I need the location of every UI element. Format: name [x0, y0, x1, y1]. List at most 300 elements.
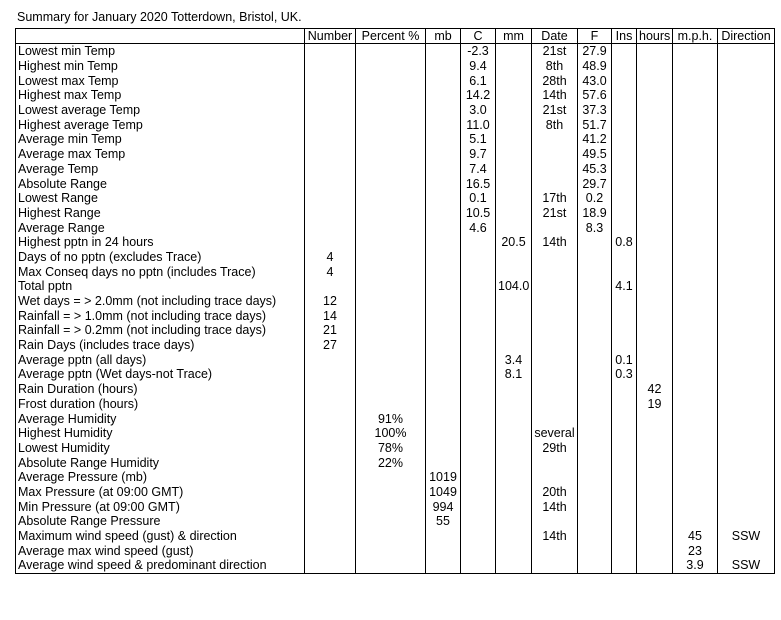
table-row: [16, 250, 775, 265]
table-cell: [673, 308, 718, 323]
table-cell: 18.9: [578, 206, 612, 221]
table-cell: [496, 147, 532, 162]
table-cell: [426, 323, 461, 338]
table-cell: [461, 250, 496, 265]
table-cell: [356, 220, 426, 235]
table-cell: [578, 294, 612, 309]
table-cell: [496, 455, 532, 470]
table-cell: [718, 470, 775, 485]
table-cell: [637, 338, 673, 353]
table-cell: [305, 382, 356, 397]
row-label: Lowest Humidity: [16, 441, 305, 456]
table-cell: [612, 191, 637, 206]
table-cell: [637, 191, 673, 206]
table-cell: [426, 294, 461, 309]
table-cell: 29th: [532, 441, 578, 456]
table-cell: 8th: [532, 59, 578, 74]
table-cell: [496, 499, 532, 514]
table-cell: [718, 162, 775, 177]
table-cell: [637, 455, 673, 470]
table-cell: [461, 529, 496, 544]
table-cell: [532, 147, 578, 162]
table-row: [16, 455, 775, 470]
table-cell: [356, 103, 426, 118]
table-cell: 14th: [532, 499, 578, 514]
table-row: [16, 558, 775, 573]
table-cell: [426, 176, 461, 191]
table-cell: [637, 499, 673, 514]
table-cell: [496, 485, 532, 500]
table-row: [16, 206, 775, 221]
table-cell: [426, 162, 461, 177]
row-label: Average pptn (all days): [16, 352, 305, 367]
table-cell: [673, 455, 718, 470]
table-cell: [612, 206, 637, 221]
table-cell: [637, 162, 673, 177]
table-cell: [718, 191, 775, 206]
table-cell: [356, 147, 426, 162]
row-label: Rainfall = > 1.0mm (not including trace days): [16, 308, 305, 323]
table-cell: [578, 543, 612, 558]
row-label: Min Pressure (at 09:00 GMT): [16, 499, 305, 514]
table-cell: [637, 529, 673, 544]
table-cell: [578, 323, 612, 338]
table-cell: [461, 426, 496, 441]
row-label: Average Pressure (mb): [16, 470, 305, 485]
table-cell: [673, 88, 718, 103]
table-cell: [612, 323, 637, 338]
table-cell: [637, 514, 673, 529]
table-cell: 4: [305, 264, 356, 279]
table-row: [16, 147, 775, 162]
table-cell: [532, 250, 578, 265]
table-cell: [578, 367, 612, 382]
table-cell: [673, 117, 718, 132]
table-cell: [426, 73, 461, 88]
column-header: C: [461, 29, 496, 44]
table-cell: [461, 338, 496, 353]
table-cell: 11.0: [461, 117, 496, 132]
row-label: Frost duration (hours): [16, 397, 305, 412]
table-cell: [637, 103, 673, 118]
table-cell: [426, 264, 461, 279]
table-cell: [532, 470, 578, 485]
table-cell: [612, 499, 637, 514]
table-cell: [496, 470, 532, 485]
table-cell: 21st: [532, 44, 578, 59]
row-label: Highest min Temp: [16, 59, 305, 74]
row-label: Rain Days (includes trace days): [16, 338, 305, 353]
table-cell: [673, 441, 718, 456]
table-cell: [578, 279, 612, 294]
table-row: [16, 543, 775, 558]
table-row: [16, 470, 775, 485]
table-cell: [673, 294, 718, 309]
table-cell: [673, 132, 718, 147]
table-row: [16, 426, 775, 441]
table-cell: [532, 162, 578, 177]
table-cell: [673, 411, 718, 426]
table-cell: 37.3: [578, 103, 612, 118]
table-cell: [426, 529, 461, 544]
table-cell: [426, 543, 461, 558]
table-cell: [673, 206, 718, 221]
table-cell: [637, 176, 673, 191]
table-row: [16, 88, 775, 103]
table-cell: [612, 117, 637, 132]
table-cell: [612, 338, 637, 353]
table-cell: [305, 543, 356, 558]
table-cell: [718, 147, 775, 162]
row-label: Absolute Range Humidity: [16, 455, 305, 470]
table-cell: [305, 499, 356, 514]
row-label: Average Range: [16, 220, 305, 235]
table-cell: 6.1: [461, 73, 496, 88]
table-cell: [305, 117, 356, 132]
table-row: [16, 323, 775, 338]
table-cell: [578, 308, 612, 323]
table-cell: [305, 455, 356, 470]
table-cell: [637, 59, 673, 74]
table-cell: [356, 499, 426, 514]
table-cell: [673, 220, 718, 235]
row-label: Average max Temp: [16, 147, 305, 162]
table-cell: [673, 352, 718, 367]
table-cell: 27.9: [578, 44, 612, 59]
table-cell: [718, 88, 775, 103]
table-cell: [578, 338, 612, 353]
table-cell: [496, 44, 532, 59]
row-label: Lowest min Temp: [16, 44, 305, 59]
table-row: [16, 338, 775, 353]
table-cell: [637, 323, 673, 338]
table-row: [16, 308, 775, 323]
table-cell: [578, 250, 612, 265]
table-cell: 100%: [356, 426, 426, 441]
table-cell: [578, 411, 612, 426]
table-cell: [426, 338, 461, 353]
table-cell: [532, 397, 578, 412]
column-header: Ins: [612, 29, 637, 44]
table-cell: 21st: [532, 206, 578, 221]
table-cell: [637, 485, 673, 500]
table-row: [16, 382, 775, 397]
table-row: [16, 397, 775, 412]
table-cell: [637, 470, 673, 485]
table-cell: [305, 235, 356, 250]
table-cell: [356, 470, 426, 485]
table-cell: [673, 147, 718, 162]
table-cell: [673, 73, 718, 88]
header-row: [16, 29, 775, 44]
table-cell: [718, 59, 775, 74]
table-cell: [305, 485, 356, 500]
table-cell: [305, 73, 356, 88]
table-cell: [305, 397, 356, 412]
table-cell: [356, 162, 426, 177]
table-cell: [496, 176, 532, 191]
table-cell: [578, 558, 612, 573]
table-cell: [718, 499, 775, 514]
table-cell: [496, 220, 532, 235]
table-cell: [496, 264, 532, 279]
row-label: Average wind speed & predominant direction: [16, 558, 305, 573]
table-cell: [673, 264, 718, 279]
table-cell: [718, 397, 775, 412]
table-cell: [532, 411, 578, 426]
table-cell: 4: [305, 250, 356, 265]
table-cell: [426, 308, 461, 323]
table-cell: 45: [673, 529, 718, 544]
row-label: Average pptn (Wet days-not Trace): [16, 367, 305, 382]
table-cell: [356, 338, 426, 353]
table-cell: [673, 514, 718, 529]
table-cell: 21: [305, 323, 356, 338]
table-cell: 20th: [532, 485, 578, 500]
table-cell: 3.9: [673, 558, 718, 573]
table-cell: [356, 529, 426, 544]
table-cell: [356, 59, 426, 74]
table-cell: [637, 250, 673, 265]
table-cell: [673, 426, 718, 441]
table-cell: [612, 485, 637, 500]
table-cell: [612, 88, 637, 103]
table-cell: [305, 411, 356, 426]
table-cell: [612, 382, 637, 397]
table-cell: [426, 441, 461, 456]
table-cell: [496, 206, 532, 221]
table-cell: 27: [305, 338, 356, 353]
table-cell: [496, 162, 532, 177]
table-cell: [718, 323, 775, 338]
table-row: [16, 279, 775, 294]
table-cell: 8th: [532, 117, 578, 132]
table-row: [16, 59, 775, 74]
table-cell: -2.3: [461, 44, 496, 59]
table-row: [16, 117, 775, 132]
table-cell: [356, 367, 426, 382]
table-cell: [461, 308, 496, 323]
table-cell: 57.6: [578, 88, 612, 103]
table-cell: [496, 558, 532, 573]
table-cell: 91%: [356, 411, 426, 426]
row-label: Highest average Temp: [16, 117, 305, 132]
table-cell: [426, 117, 461, 132]
table-cell: [356, 382, 426, 397]
table-cell: [461, 323, 496, 338]
table-row: [16, 162, 775, 177]
table-cell: 49.5: [578, 147, 612, 162]
table-cell: [718, 206, 775, 221]
table-cell: [718, 220, 775, 235]
table-cell: [356, 250, 426, 265]
table-cell: [637, 264, 673, 279]
table-cell: [356, 323, 426, 338]
table-cell: [718, 264, 775, 279]
table-cell: [673, 162, 718, 177]
table-cell: 994: [426, 499, 461, 514]
table-cell: [718, 294, 775, 309]
table-cell: 3.4: [496, 352, 532, 367]
table-cell: [356, 191, 426, 206]
table-cell: 1049: [426, 485, 461, 500]
table-cell: 16.5: [461, 176, 496, 191]
table-cell: [496, 59, 532, 74]
table-cell: [305, 147, 356, 162]
table-cell: [612, 426, 637, 441]
table-cell: [426, 382, 461, 397]
table-cell: [578, 470, 612, 485]
table-cell: [673, 499, 718, 514]
table-cell: [718, 382, 775, 397]
table-cell: [612, 176, 637, 191]
table-cell: 14.2: [461, 88, 496, 103]
table-cell: [496, 294, 532, 309]
table-cell: [612, 44, 637, 59]
table-row: [16, 499, 775, 514]
table-cell: 45.3: [578, 162, 612, 177]
table-cell: [637, 220, 673, 235]
table-cell: [637, 279, 673, 294]
table-cell: [496, 73, 532, 88]
table-cell: [532, 367, 578, 382]
row-label: Days of no pptn (excludes Trace): [16, 250, 305, 265]
table-cell: 12: [305, 294, 356, 309]
table-cell: [673, 191, 718, 206]
table-cell: [612, 250, 637, 265]
table-cell: [637, 117, 673, 132]
table-row: [16, 220, 775, 235]
table-cell: 21st: [532, 103, 578, 118]
table-cell: [305, 279, 356, 294]
table-cell: [461, 382, 496, 397]
table-cell: [637, 132, 673, 147]
table-cell: 0.1: [461, 191, 496, 206]
table-cell: [612, 441, 637, 456]
table-cell: [496, 426, 532, 441]
table-cell: [718, 367, 775, 382]
table-cell: [718, 338, 775, 353]
table-cell: 22%: [356, 455, 426, 470]
table-cell: [718, 411, 775, 426]
table-cell: [496, 514, 532, 529]
table-cell: [356, 352, 426, 367]
row-label: Total pptn: [16, 279, 305, 294]
table-cell: [673, 382, 718, 397]
table-cell: [532, 294, 578, 309]
table-cell: [637, 235, 673, 250]
table-cell: 0.3: [612, 367, 637, 382]
table-cell: [578, 485, 612, 500]
table-cell: [532, 455, 578, 470]
table-cell: [718, 308, 775, 323]
row-label: Average max wind speed (gust): [16, 543, 305, 558]
table-cell: 51.7: [578, 117, 612, 132]
table-cell: 0.1: [612, 352, 637, 367]
column-header: Direction: [718, 29, 775, 44]
table-row: [16, 352, 775, 367]
table-cell: [305, 558, 356, 573]
table-cell: [532, 352, 578, 367]
table-cell: [496, 382, 532, 397]
table-cell: 14th: [532, 529, 578, 544]
table-cell: [637, 147, 673, 162]
table-row: [16, 235, 775, 250]
table-cell: [496, 338, 532, 353]
table-cell: [461, 397, 496, 412]
table-row: [16, 514, 775, 529]
table-cell: [637, 543, 673, 558]
column-header: mb: [426, 29, 461, 44]
table-cell: [637, 73, 673, 88]
table-cell: [673, 367, 718, 382]
row-label: Absolute Range: [16, 176, 305, 191]
table-cell: [461, 279, 496, 294]
table-cell: [673, 338, 718, 353]
table-cell: [356, 132, 426, 147]
table-cell: [637, 294, 673, 309]
table-cell: [356, 397, 426, 412]
table-cell: [356, 206, 426, 221]
table-cell: [532, 514, 578, 529]
column-header-label: [16, 29, 305, 44]
table-cell: [426, 352, 461, 367]
table-cell: [305, 529, 356, 544]
table-cell: [612, 529, 637, 544]
table-cell: [612, 543, 637, 558]
table-cell: [305, 206, 356, 221]
table-cell: [612, 59, 637, 74]
table-cell: [305, 88, 356, 103]
table-cell: [496, 117, 532, 132]
table-row: [16, 264, 775, 279]
table-cell: [718, 73, 775, 88]
table-cell: [461, 352, 496, 367]
row-label: Wet days = > 2.0mm (not including trace days): [16, 294, 305, 309]
table-cell: [461, 485, 496, 500]
table-body: [16, 44, 775, 574]
table-row: [16, 485, 775, 500]
table-cell: [578, 397, 612, 412]
table-cell: [305, 103, 356, 118]
table-cell: 0.8: [612, 235, 637, 250]
table-cell: [673, 103, 718, 118]
table-cell: [305, 426, 356, 441]
table-cell: 9.7: [461, 147, 496, 162]
table-cell: [461, 543, 496, 558]
row-label: Highest Humidity: [16, 426, 305, 441]
table-cell: [305, 132, 356, 147]
row-label: Lowest average Temp: [16, 103, 305, 118]
column-header: Date: [532, 29, 578, 44]
column-header: mm: [496, 29, 532, 44]
table-cell: [461, 514, 496, 529]
table-cell: [532, 558, 578, 573]
row-label: Max Pressure (at 09:00 GMT): [16, 485, 305, 500]
table-cell: [426, 426, 461, 441]
table-cell: [356, 279, 426, 294]
table-cell: [718, 543, 775, 558]
row-label: Average Humidity: [16, 411, 305, 426]
column-header: Percent %: [356, 29, 426, 44]
table-cell: [532, 176, 578, 191]
table-cell: [305, 514, 356, 529]
table-cell: [612, 294, 637, 309]
table-cell: [673, 59, 718, 74]
table-cell: [718, 132, 775, 147]
table-cell: [305, 470, 356, 485]
table-cell: [718, 455, 775, 470]
